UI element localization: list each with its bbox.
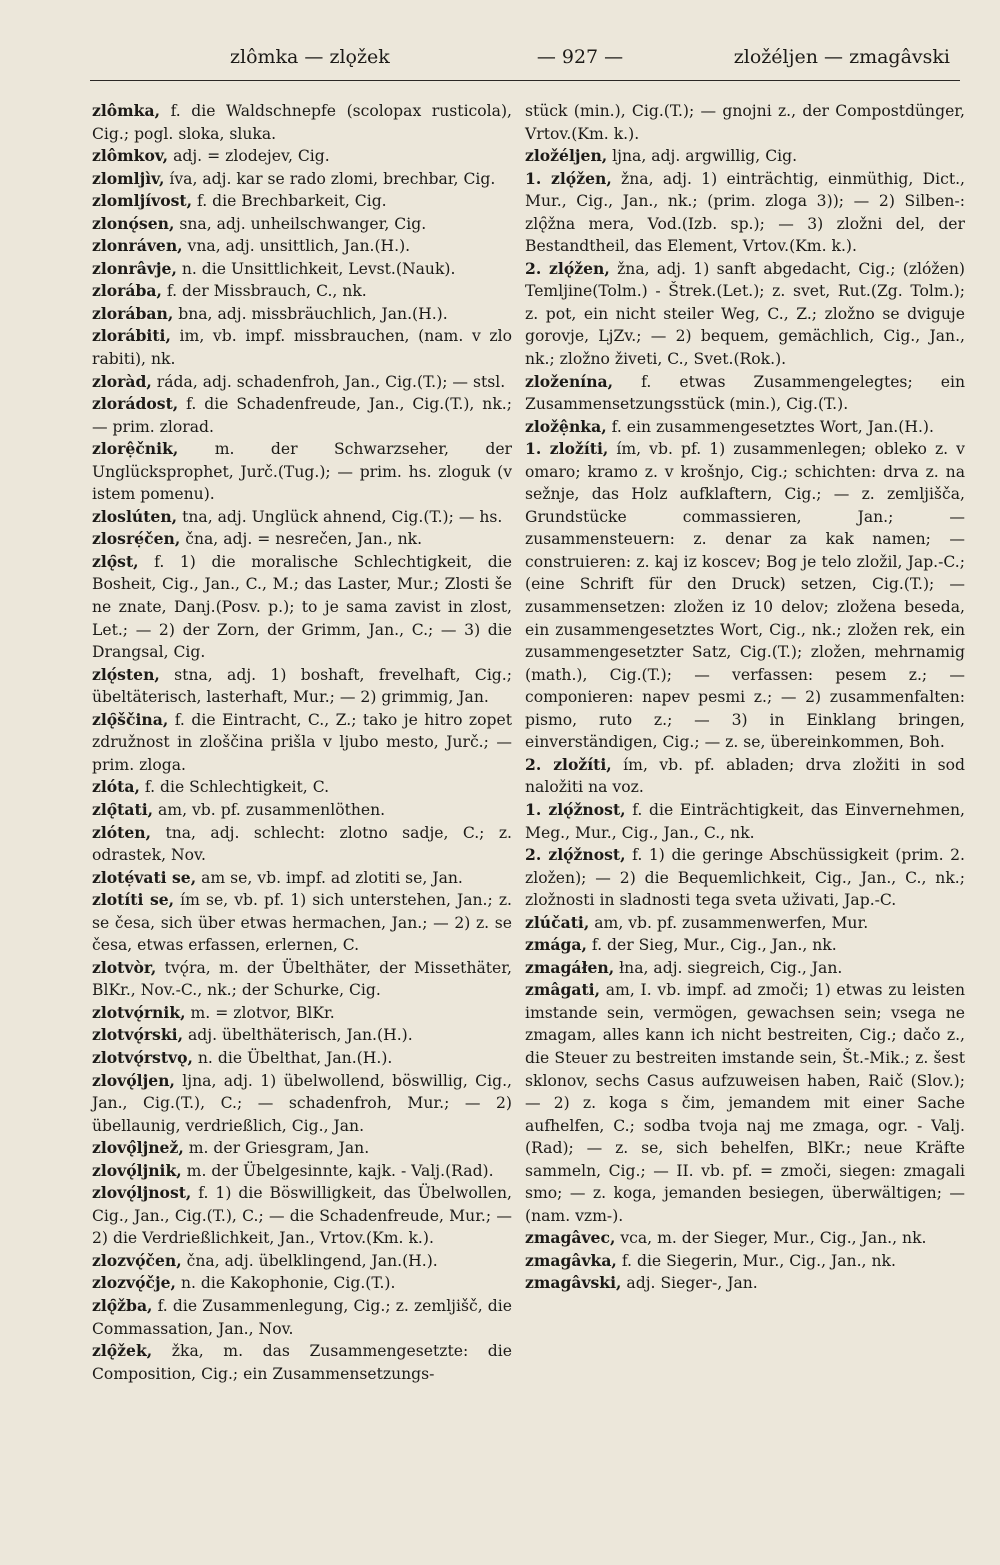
entry-headword: 1. zložíti, [525, 439, 609, 459]
entry-headword: zlosrẹ́čen, [92, 529, 181, 549]
dictionary-entry [92, 957, 512, 1002]
entry-headword: zloràd, [92, 371, 152, 391]
entry-definition: f. 1) die moralische Schlechtigkeit, die Bosheit, Cig., Jan., C., M.; das Laster, Mur.; Zlosti še ne znate, Danj.(Posv. p.); to je sama zavist in zlost, Let.; — 2) der Zorn, der Grimm, Jan., C.; — 3) die Drangsal, Cig. [92, 552, 512, 662]
entry-definition: čna, adj. = nesrečen, Jan., nk. [180, 530, 423, 549]
entry-headword: zlúčati, [525, 912, 590, 932]
entry-definition: f. die Brechbarkeit, Cig. [192, 192, 387, 211]
dictionary-entry [525, 100, 965, 145]
entry-headword: 2. zlǫ́žnost, [525, 845, 626, 865]
entry-definition: am, vb. pf. zusammenlöthen. [153, 800, 386, 819]
dictionary-entry [525, 979, 965, 1227]
entry-headword: zloženína, [525, 371, 614, 391]
dictionary-entry [92, 393, 512, 438]
entry-definition: f. die Waldschnepfe (scolopax rusticola), Cig.; pogl. sloka, sluka. [92, 102, 512, 143]
entry-headword: zlorádost, [92, 394, 179, 414]
dictionary-entry [525, 416, 965, 439]
entry-headword: zlovǫ́ljen, [92, 1070, 175, 1090]
entry-definition: adj. Sieger-, Jan. [621, 1274, 758, 1293]
entry-definition: tna, adj. Unglück ahnend, Cig.(T.); — hs. [177, 507, 503, 526]
entry-headword: zlorában, [92, 303, 174, 323]
entry-headword: zlóten, [92, 822, 152, 842]
entry-definition: adj. übelthäterisch, Jan.(H.). [183, 1026, 413, 1045]
entry-definition: stück (min.), Cig.(T.); — gnojni z., der Compostdünger, Vrtov.(Km. k.). [525, 102, 965, 143]
dictionary-entry [92, 325, 512, 370]
entry-definition: łna, adj. siegreich, Cig., Jan. [614, 958, 843, 977]
dictionary-entry [525, 957, 965, 980]
dictionary-entry [92, 551, 512, 664]
dictionary-entry [525, 438, 965, 754]
dictionary-entry [92, 1070, 512, 1138]
entry-headword: zlozvǫ́čje, [92, 1273, 176, 1293]
dictionary-entry [525, 799, 965, 844]
entry-headword: zmâgati, [525, 980, 601, 1000]
entry-headword: zlǫ́sten, [92, 664, 160, 684]
left-column [92, 100, 512, 1385]
entry-headword: zlǫ̑tati, [92, 799, 154, 819]
dictionary-entry [92, 1250, 512, 1273]
entry-headword: zmagâvec, [525, 1228, 616, 1248]
entry-headword: zlomljívost, [92, 191, 193, 211]
entry-headword: zmagâvka, [525, 1250, 617, 1270]
entry-headword: 2. zložíti, [525, 754, 612, 774]
entry-definition: m. = zlotvor, BlKr. [185, 1003, 335, 1022]
dictionary-entry [92, 190, 512, 213]
entry-definition: žna, adj. 1) sanft abgedacht, Cig.; (zlóžen) Temljine(Tolm.) - Štrek.(Let.); z. svet, Rut.(Zg. Tolm.); z. pot, ein nicht steiler Weg, C., Z.; zložno se dviguje gorovje, LjZv.; — 2) bequem, gemächlich, Cig., Jan., nk.; zložno živeti, C., Svet.(Rok.). [525, 259, 965, 369]
dictionary-entry [92, 822, 512, 867]
entry-headword: zložệnka, [525, 416, 607, 436]
entry-definition: m. der Übelgesinnte, kajk. - Valj.(Rad). [181, 1161, 494, 1180]
entry-headword: 1. zlǫ́žen, [525, 168, 612, 188]
entry-definition: f. die Schadenfreude, Jan., Cig.(T.), nk.; — prim. zlorad. [92, 395, 512, 436]
entry-definition: n. die Kakophonie, Cig.(T.). [175, 1274, 396, 1293]
entry-headword: 2. zlǫ́žen, [525, 258, 610, 278]
entry-headword: zmagáłen, [525, 957, 615, 977]
entry-definition: íva, adj. kar se rado zlomi, brechbar, Cig. [164, 169, 496, 188]
entry-definition: čna, adj. übelklingend, Jan.(H.). [181, 1251, 438, 1270]
dictionary-entry [525, 754, 965, 799]
dictionary-entry [92, 776, 512, 799]
dictionary-entry [525, 934, 965, 957]
dictionary-entry [525, 912, 965, 935]
dictionary-entry [92, 168, 512, 191]
entry-headword: zmagâvski, [525, 1273, 622, 1293]
entry-definition: stna, adj. 1) boshaft, frevelhaft, Cig.; übeltäterisch, lasterhaft, Mur.; — 2) grimmig, Jan. [92, 665, 512, 707]
dictionary-entry [92, 664, 512, 709]
entry-headword: zlorệčnik, [92, 439, 179, 459]
dictionary-entry [92, 303, 512, 326]
entry-headword: zlovǫ̂ljnež, [92, 1138, 184, 1158]
dictionary-entry [92, 1295, 512, 1340]
entry-headword: zlǫ̑žba, [92, 1295, 153, 1315]
entry-definition: f. etwas Zusammengelegtes; ein Zusammensetzungsstück (min.), Cig.(T.). [525, 372, 965, 414]
entry-definition: žna, adj. 1) einträchtig, einmüthig, Dict., Mur., Cig., Jan., nk.; (prim. zloga 3)); — 2) Silben-: zlǫ̑žna mera, Vod.(Izb. sp.); — 3) zložni del, der Bestandtheil, das Element, Vrtov.(Km. k.). [525, 169, 965, 256]
dictionary-entry [92, 258, 512, 281]
entry-headword: zlǫ̑žek, [92, 1341, 153, 1361]
entry-definition: f. der Sieg, Mur., Cig., Jan., nk. [586, 936, 837, 955]
dictionary-entry [525, 1272, 965, 1295]
dictionary-entry [92, 799, 512, 822]
entry-definition: ím, vb. pf. abladen; drva zložiti in sod naložiti na voz. [525, 755, 965, 797]
dictionary-entry [92, 280, 512, 303]
dictionary-entry [92, 528, 512, 551]
entry-definition: ráda, adj. schadenfroh, Jan., Cig.(T.); — stsl. [151, 372, 506, 391]
dictionary-entry [92, 709, 512, 777]
entry-headword: zlovǫ́ljnik, [92, 1160, 182, 1180]
entry-headword: zlonǫ́sen, [92, 213, 175, 233]
entry-headword: zlotẹ́vati se, [92, 867, 197, 887]
entry-definition: f. die Zusammenlegung, Cig.; z. zemljišč, die Commassation, Jan., Nov. [92, 1296, 512, 1338]
right-column [525, 100, 965, 1295]
entry-headword: zlotíti se, [92, 890, 175, 910]
entry-definition: am se, vb. impf. ad zlotiti se, Jan. [196, 868, 463, 887]
dictionary-entry [92, 1160, 512, 1183]
entry-headword: zlozvǫ́čen, [92, 1250, 182, 1270]
entry-definition: f. die Einträchtigkeit, das Einvernehmen, Meg., Mur., Cig., Jan., C., nk. [525, 800, 965, 842]
entry-definition: tna, adj. schlecht: zlotno sadje, C.; z. odrastek, Nov. [92, 823, 512, 865]
entry-definition: f. die Schlechtigkeit, C. [139, 778, 330, 797]
header-left-guide: zlômka — zlǫžek [230, 46, 390, 68]
entry-headword: zlovǫ́ljnost, [92, 1183, 192, 1203]
page-number: — 927 — [536, 46, 624, 68]
entry-definition: f. ein zusammengesetztes Wort, Jan.(H.). [606, 417, 934, 436]
entry-headword: zlǫ̑st, [92, 551, 139, 571]
dictionary-entry [525, 1250, 965, 1273]
entry-definition: žka, m. das Zusammengesetzte: die Composition, Cig.; ein Zusammensetzungs- [92, 1342, 512, 1383]
entry-definition: am, vb. pf. zusammenwerfen, Mur. [589, 913, 869, 932]
entry-definition: f. der Missbrauch, C., nk. [161, 282, 367, 301]
entry-definition: f. 1) die geringe Abschüssigkeit (prim. 2. zložen); — 2) die Bequemlichkeit, Cig., Jan., C., nk.; zložnosti in sladnosti tega sveta uživati, Jap.-C. [525, 846, 965, 910]
dictionary-entry [92, 1002, 512, 1025]
dictionary-entry [92, 1272, 512, 1295]
entry-headword: zlóta, [92, 777, 140, 797]
entry-definition: f. die Siegerin, Mur., Cig., Jan., nk. [616, 1251, 896, 1270]
entry-headword: zlotvǫ́rski, [92, 1025, 183, 1045]
dictionary-entry [525, 844, 965, 912]
entry-definition: vna, adj. unsittlich, Jan.(H.). [182, 237, 411, 256]
dictionary-entry [92, 506, 512, 529]
entry-headword: zlômkov, [92, 146, 169, 166]
entry-definition: ím, vb. pf. 1) zusammenlegen; obleko z. v omaro; kramo z. v krošnjo, Cig.; schichten: drva z. na sežnje, das Holz aufklaftern, Cig.; — z. zemljišča, Grundstücke commassieren, Jan.; — zusammensteuern: z. denar za kak namen; — construieren: z. kaj iz koscev; Bog je telo zložil, Jap.-C.; (eine Schrift für den Druck) setzen, Cig.(T.); — zusammensetzen: zložen iz 10 delov; zložena beseda, ein zusammengesetztes Wort, Cig., nk.; zložen rek, ein zusammengesetzter Satz, Cig.(T.); zložen, mehrnamig (math.), Cig.(T.); — verfassen: pesem z.; — componieren: napev pesmi z.; — 2) zusammenfalten: pismo, ruto z.; — 3) in Einklang bringen, einverständigen, Cig.; — z. se, übereinkommen, Boh. [525, 440, 965, 752]
dictionary-entry [92, 1024, 512, 1047]
dictionary-entry [92, 1340, 512, 1385]
dictionary-entry [92, 1182, 512, 1250]
entry-headword: zlomljìv, [92, 168, 165, 188]
entry-definition: im, vb. impf. missbrauchen, (nam. v zlo rabiti), nk. [92, 327, 512, 369]
dictionary-entry [525, 168, 965, 258]
dictionary-entry [92, 867, 512, 890]
dictionary-entry [92, 145, 512, 168]
dictionary-entry [92, 1137, 512, 1160]
entry-headword: zlorábiti, [92, 326, 171, 346]
entry-definition: bna, adj. missbräuchlich, Jan.(H.). [173, 304, 448, 323]
dictionary-entry [525, 145, 965, 168]
entry-headword: zlorába, [92, 281, 162, 301]
entry-headword: zlotvòr, [92, 957, 157, 977]
dictionary-entry [525, 1227, 965, 1250]
dictionary-entry [92, 889, 512, 957]
dictionary-entry [92, 100, 512, 145]
dictionary-entry [92, 1047, 512, 1070]
entry-headword: zlonrâvje, [92, 258, 177, 278]
entry-definition: vca, m. der Sieger, Mur., Cig., Jan., nk. [615, 1229, 927, 1248]
entry-definition: adj. = zlodejev, Cig. [168, 147, 330, 166]
dictionary-entry [525, 258, 965, 371]
dictionary-entry [92, 438, 512, 506]
entry-definition: n. die Unsittlichkeit, Levst.(Nauk). [176, 259, 456, 278]
entry-definition: ljna, adj. argwillig, Cig. [607, 147, 798, 166]
entry-definition: m. der Griesgram, Jan. [183, 1139, 370, 1158]
entry-headword: zlotvǫ́rstvǫ, [92, 1047, 193, 1067]
entry-definition: sna, adj. unheilschwanger, Cig. [174, 214, 427, 233]
entry-definition: ljna, adj. 1) übelwollend, böswillig, Cig., Jan., Cig.(T.), C.; — schadenfroh, Mur.; — 2) übellaunig, verdrießlich, Cig., Jan. [92, 1071, 512, 1135]
entry-definition: am, I. vb. impf. ad zmoči; 1) etwas zu leisten imstande sein, vermögen, gewachsen sein; vsega ne zmagam, alles kann ich nicht bestreiten, Cig.; dačo z., die Steuer zu bestreiten imstande sein, Št.-Mik.; z. šest sklonov, sechs Casus aufzuweisen haben, Raič (Slov.); — 2) z. koga s čim, jemandem mit einer Sache aufhelfen, C.; sodba tvoja naj me zmaga, ogr. - Valj.(Rad); — z. se, sich behelfen, BlKr.; neue Kräfte sammeln, Cig.; — II. vb. pf. = zmoči, siegen: zmagali smo; — z. koga, jemanden besiegen, überwältigen; — (nam. vzm-). [525, 981, 965, 1225]
entry-headword: 1. zlǫ́žnost, [525, 799, 626, 819]
entry-definition: m. der Schwarzseher, der Unglücksprophet, Jurč.(Tug.); — prim. hs. zloguk (v istem pomenu). [92, 440, 512, 504]
entry-headword: zlotvǫ́rnik, [92, 1002, 186, 1022]
dictionary-entry [92, 235, 512, 258]
entry-headword: zmága, [525, 935, 587, 955]
entry-headword: zlonráven, [92, 236, 183, 256]
entry-definition: f. 1) die Böswilligkeit, das Übelwollen, Cig., Jan., Cig.(T.), C.; — die Schadenfreude, Mur.; — 2) die Verdrießlichkeit, Jan., Vrtov.(Km. k.). [92, 1184, 512, 1248]
page-header [90, 40, 960, 81]
entry-headword: zložéljen, [525, 146, 608, 166]
entry-headword: zlômka, [92, 101, 161, 120]
entry-headword: zloslúten, [92, 506, 178, 526]
dictionary-entry [525, 371, 965, 416]
entry-headword: zlǫ̑ščina, [92, 709, 169, 729]
dictionary-entry [92, 371, 512, 394]
header-right-guide: zložéljen — zmagâvski [733, 46, 950, 68]
entry-definition: f. die Eintracht, C., Z.; tako je hitro zopet združnost in zloščina prišla v ljubo mesto, Jurč.; — prim. zloga. [92, 710, 512, 774]
dictionary-entry [92, 213, 512, 236]
entry-definition: n. die Übelthat, Jan.(H.). [192, 1048, 393, 1067]
entry-definition: ím se, vb. pf. 1) sich unterstehen, Jan.; z. se česa, sich über etwas hermachen, Jan.; — 2) z. se česa, etwas erfassen, erlernen, C. [92, 891, 512, 955]
entry-definition: tvǫ́ra, m. der Übelthäter, der Missethäter, BlKr., Nov.-C., nk.; der Schurke, Cig. [92, 958, 512, 1000]
